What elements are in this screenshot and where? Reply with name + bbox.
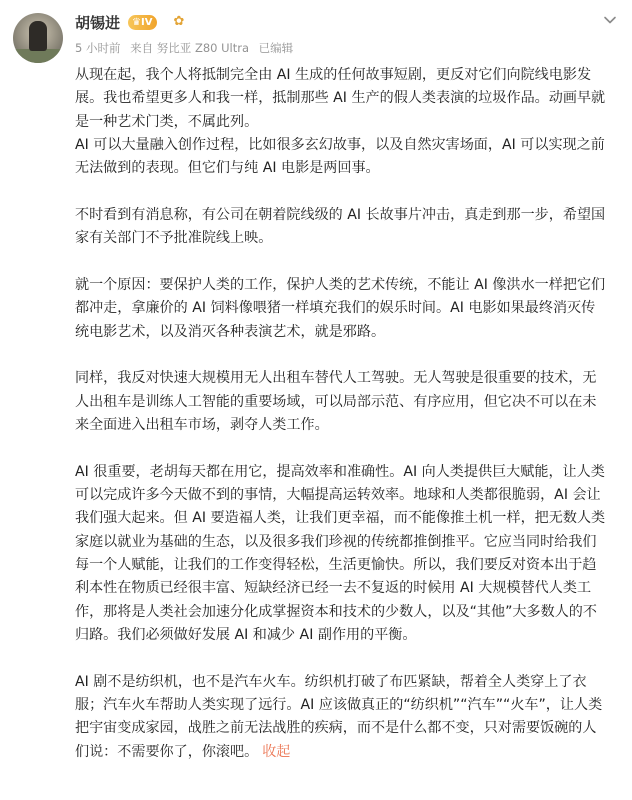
paragraph-3: 不时看到有消息称，有公司在朝着院线级的 AI 长故事片冲击，真走到那一步，希望国家有关部门不予批准院线上映。 [75, 206, 606, 247]
paragraph-7-text: AI 剧不是纺织机，也不是汽车火车。纺织机打破了布匹紧缺，帮着全人类穿上了衣服；汽车火车帮助人类实现了远行。AI 应该做真正的“纺织机”“汽车”“火车”，让人类把宇宙变成家园，战胜之前无法战胜的疾病，而不是什么都不变，只对需要饭碗的人们说：不需要你了，你滚吧。 [75, 673, 603, 760]
paragraph-1: 从现在起，我个人将抵制完全由 AI 生成的任何故事短剧，更反对它们向院线电影发展。我也希望更多人和我一样，抵制那些 AI 生产的假人类表演的垃圾作品。动画早就是一种艺术门类，不属此列。 [75, 67, 606, 130]
paragraph-7 [75, 671, 607, 764]
vip-level: IV [140, 17, 153, 28]
paragraph-6: AI 很重要，老胡每天都在用它，提高效率和准确性。AI 向人类提供巨大赋能，让人类可以完成许多今天做不到的事情，大幅提高运转效率。地球和人类都很脆弱，AI 会让我们强大起来。但 AI 要造福人类，让我们更幸福，而不能像推土机一样，把无数人类家庭以就业为基础的生态，以及很多我们珍视的传统都推倒推平。它应当同时给我们每一个人赋能，让我们的工作变得轻松，生活更愉快。所以，我们要反对资本出于趋利本性在物质已经很丰富、短缺经济已经一去不复返的时候用 AI 大规模替代人类工作，那将是人类社会加速分化成掌握资本和技术的少数人，以及“其他”大多数人的不归路。我们必须做好发展 AI 和减少 AI 副作用的平衡。 [75, 463, 606, 643]
collapse-link[interactable]: 收起 [262, 743, 291, 760]
avatar[interactable] [13, 13, 63, 63]
paragraph-5: 同样，我反对快速大规模用无人出租车替代人工驾驶。无人驾驶是很重要的技术，无人出租车是训练人工智能的重要场域，可以局部示范、有序应用，但它决不可以在未来全面进入出租车市场，剥夺人类工作。 [75, 370, 597, 434]
blank-line [75, 344, 607, 368]
post-meta [75, 40, 299, 56]
post-time[interactable]: 5 小时前 [75, 41, 121, 55]
blank-line [75, 647, 607, 671]
paragraph-4: 就一个原因：要保护人类的工作，保护人类的艺术传统，不能让 AI 像洪水一样把它们都冲走，拿廉价的 AI 饲料像喂猪一样填充我们的娱乐时间。AI 电影如果最终消灭传统电影艺术，以及消灭各种表演艺术，就是邪路。 [75, 277, 606, 340]
avatar-photo-figure [29, 21, 47, 51]
blank-line [75, 180, 607, 204]
blank-line [75, 251, 607, 275]
avatar-photo-ground [13, 49, 63, 63]
username[interactable]: 胡锡进 [75, 14, 121, 32]
blank-line [75, 437, 607, 461]
flower-icon[interactable]: ✿ [173, 14, 185, 29]
paragraph-2: AI 可以大量融入创作过程，比如很多玄幻故事，以及自然灾害场面，AI 可以实现之前无法做到的表现。但它们与纯 AI 电影是两回事。 [75, 136, 605, 177]
post-content [75, 64, 607, 764]
vip-crown-icon[interactable]: ♛IV [128, 15, 157, 30]
post-source: 来自 努比亚 Z80 Ultra [130, 41, 250, 55]
chevron-down-icon[interactable] [602, 12, 618, 28]
edited-label[interactable]: 已编辑 [258, 41, 294, 55]
